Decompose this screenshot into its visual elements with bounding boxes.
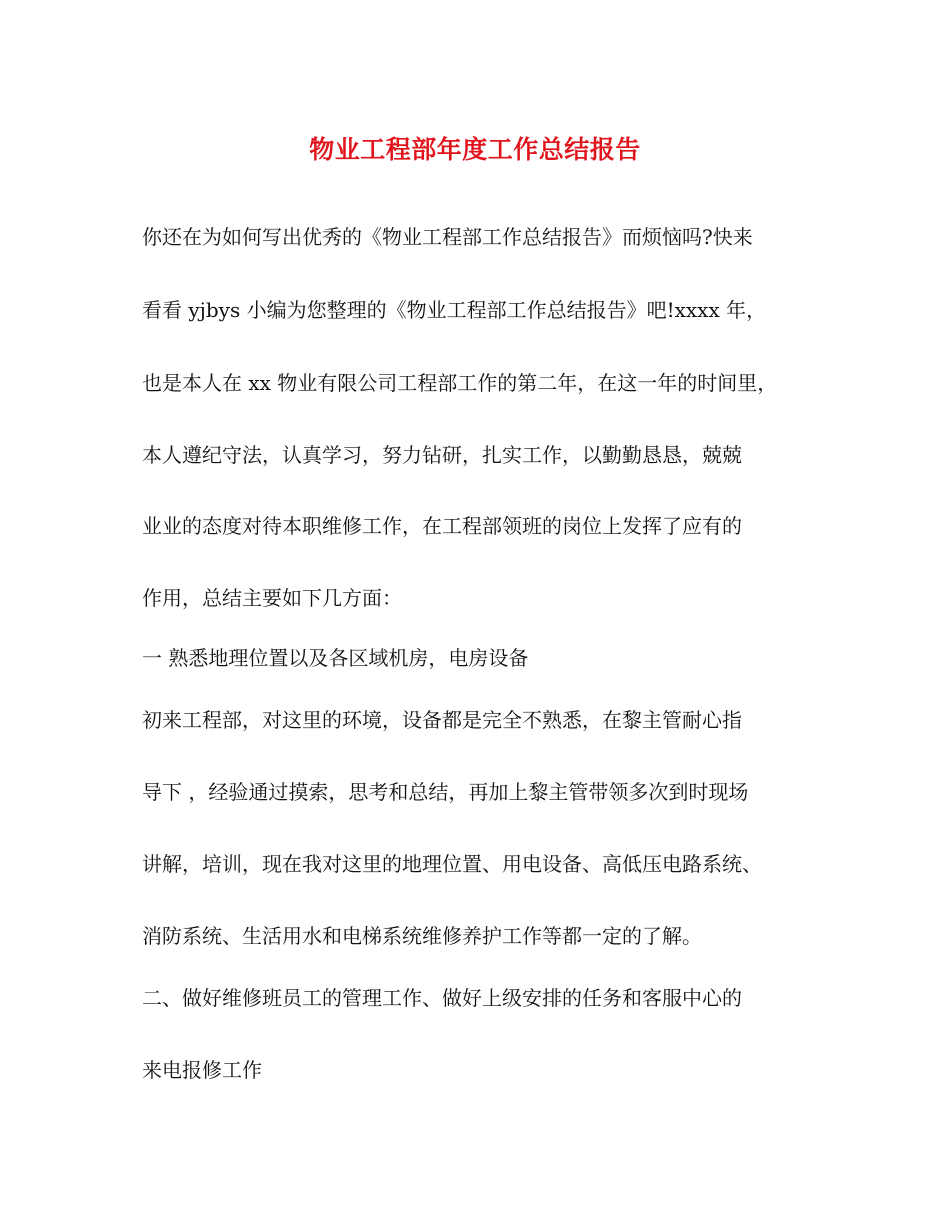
body-line: 看看 yjbys 小编为您整理的《物业工程部工作总结报告》吧!xxxx 年， (142, 298, 767, 322)
section-heading-continued: 来电报修工作 (142, 1058, 262, 1082)
body-line: 业业的态度对待本职维修工作，在工程部领班的岗位上发挥了应有的 (142, 514, 742, 538)
body-line: 你还在为如何写出优秀的《物业工程部工作总结报告》而烦恼吗?快来 (142, 225, 753, 249)
section-heading: 一 熟悉地理位置以及各区域机房，电房设备 (142, 646, 529, 670)
section-heading: 二、做好维修班员工的管理工作、做好上级安排的任务和客服中心的 (142, 986, 742, 1010)
document-title: 物业工程部年度工作总结报告 (309, 135, 641, 164)
body-line: 讲解，培训，现在我对这里的地理位置、用电设备、高低压电路系统、 (142, 852, 762, 876)
body-line: 作用，总结主要如下几方面： (142, 586, 402, 610)
body-line: 消防系统、生活用水和电梯系统维修养护工作等都一定的了解。 (142, 924, 702, 948)
body-line: 本人遵纪守法，认真学习，努力钻研，扎实工作，以勤勤恳恳，兢兢 (142, 443, 742, 467)
body-line: 导下 ，经验通过摸索，思考和总结，再加上黎主管带领多次到时现场 (142, 780, 749, 804)
body-line: 初来工程部，对这里的环境，设备都是完全不熟悉，在黎主管耐心指 (142, 708, 742, 732)
body-line: 也是本人在 xx 物业有限公司工程部工作的第二年，在这一年的时间里， (142, 371, 778, 395)
